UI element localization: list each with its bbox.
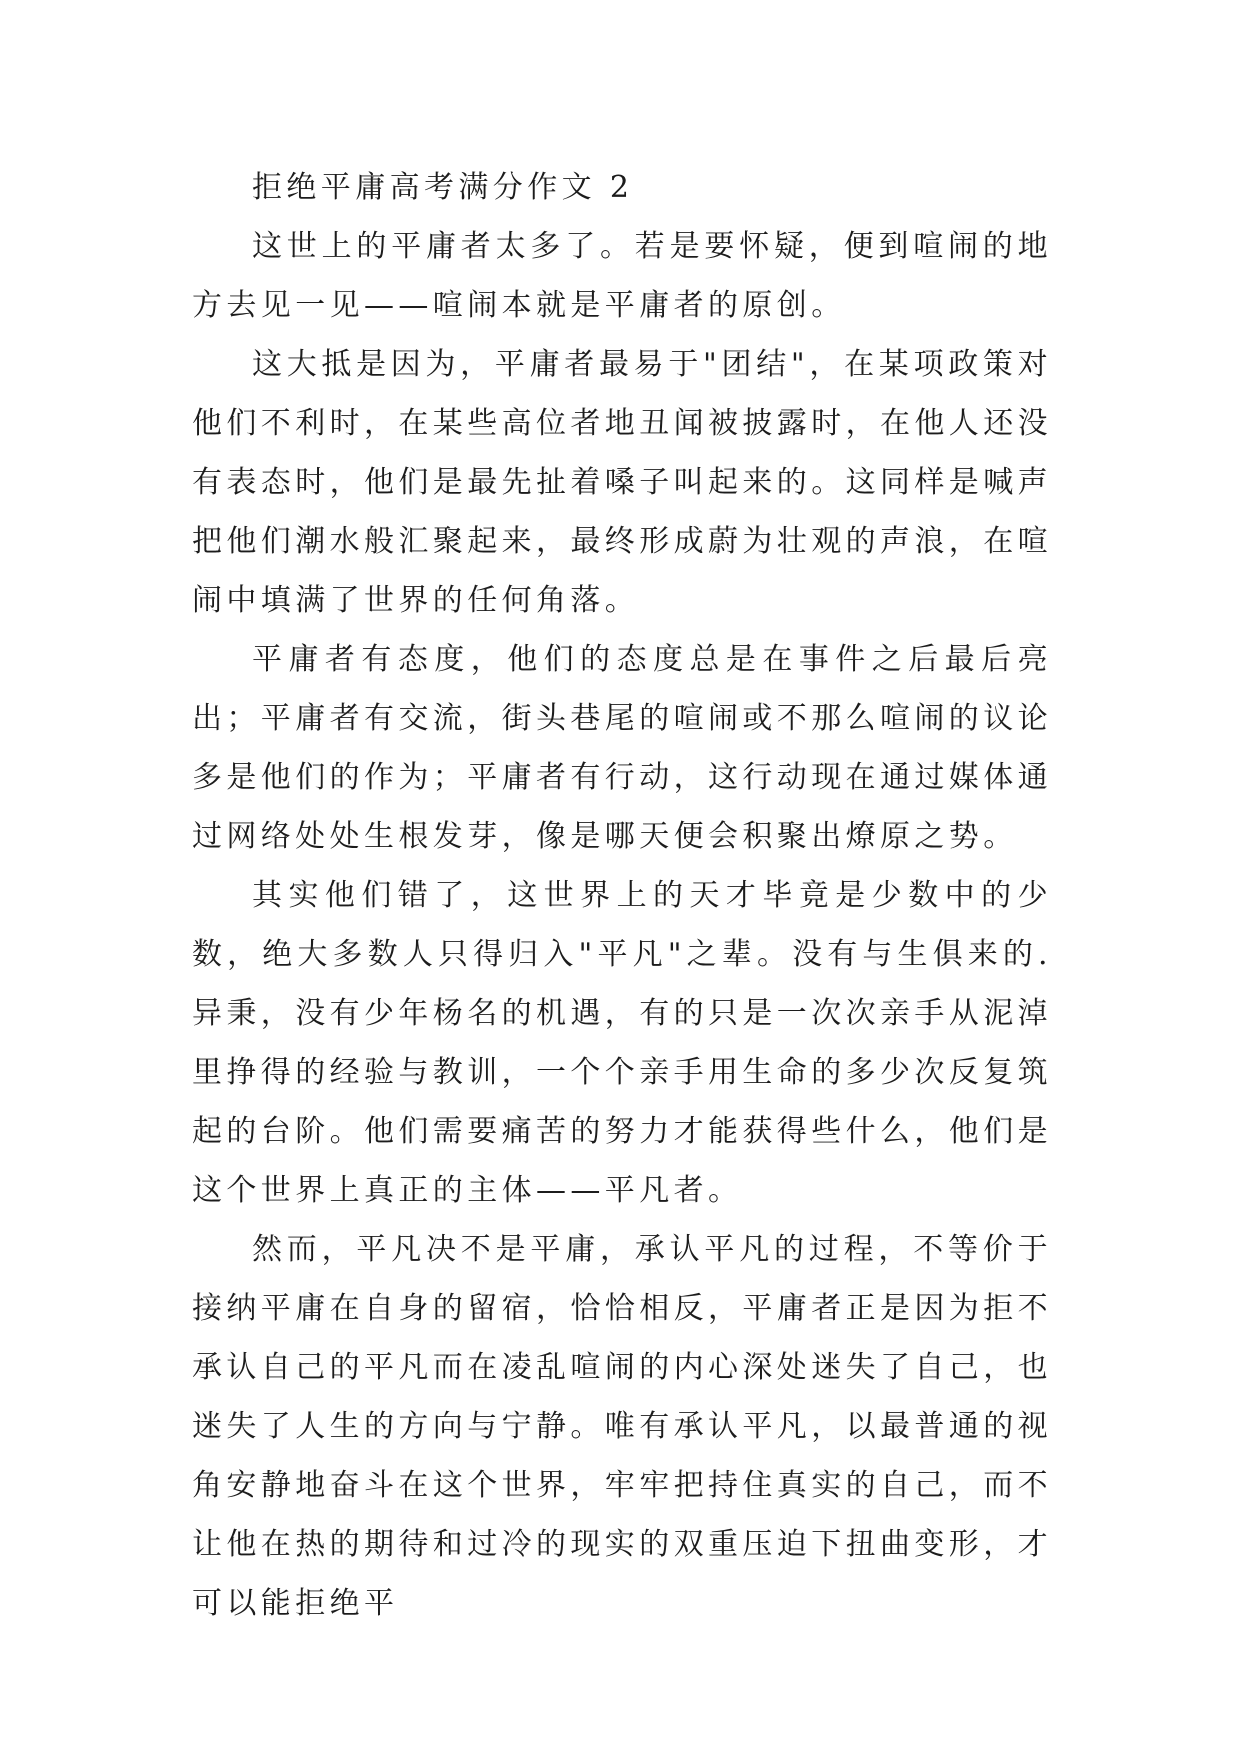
paragraph-1: 这世上的平庸者太多了。若是要怀疑，便到喧闹的地方去见一见——喧闹本就是平庸者的原创。 bbox=[192, 229, 1052, 323]
paragraph-3: 平庸者有态度，他们的态度总是在事件之后最后亮出；平庸者有交流，街头巷尾的喧闹或不那么喧闹的议论多是他们的作为；平庸者有行动，这行动现在通过媒体通过网络处处生根发芽，像是哪天便会积聚出燎原之势。 bbox=[192, 642, 1052, 854]
paragraph-2: 这大抵是因为，平庸者最易于"团结"，在某项政策对他们不利时，在某些高位者地丑闻被披露时，在他人还没有表态时，他们是最先扯着嗓子叫起来的。这同样是喊声把他们潮水般汇聚起来，最终形成蔚为壮观的声浪，在喧闹中填满了世界的任何角落。 bbox=[192, 347, 1052, 618]
paragraph-4: 其实他们错了，这世界上的天才毕竟是少数中的少数，绝大多数人只得归入"平凡"之辈。没有与生俱来的.异秉，没有少年杨名的机遇，有的只是一次次亲手从泥淖里挣得的经验与教训，一个个亲手用生命的多少次反复筑起的台阶。他们需要痛苦的努力才能获得些什么，他们是这个世界上真正的主体——平凡者。 bbox=[192, 878, 1052, 1208]
essay-title: 拒绝平庸高考满分作文 2 bbox=[252, 170, 634, 205]
paragraph-5: 然而，平凡决不是平庸，承认平凡的过程，不等价于接纳平庸在自身的留宿，恰恰相反，平庸者正是因为拒不承认自己的平凡而在凌乱喧闹的内心深处迷失了自己，也迷失了人生的方向与宁静。唯有承认平凡，以最普通的视角安静地奋斗在这个世界，牢牢把持住真实的自己，而不让他在热的期待和过冷的现实的双重压迫下扭曲变形，才可以能拒绝平 bbox=[192, 1232, 1052, 1621]
document-body bbox=[192, 158, 1052, 1633]
